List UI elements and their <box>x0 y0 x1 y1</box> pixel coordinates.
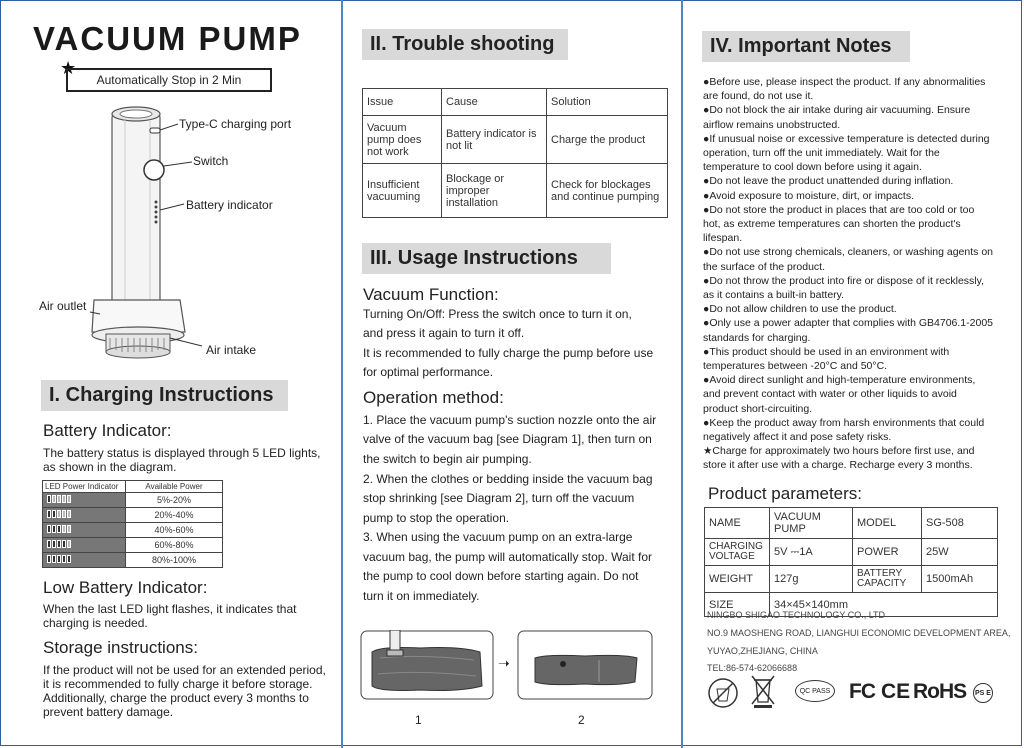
note-line: ●Do not block the air intake during air vacuuming. Ensure <box>703 104 971 117</box>
vacuum-function-heading: Vacuum Function: <box>363 285 499 304</box>
label-air-intake: Air intake <box>206 343 257 357</box>
product-title: VACUUM PUMP <box>33 20 302 57</box>
parameters-table <box>704 507 998 617</box>
table-row <box>363 116 668 164</box>
pump-illustration <box>30 100 330 370</box>
table-cell: Check for blockages and continue pumping <box>547 164 668 218</box>
pse-text: PS E <box>975 689 991 697</box>
table-cell: 5V ⎓1A <box>770 539 853 566</box>
fc-logo: FC <box>849 680 875 703</box>
column-2 <box>342 0 682 748</box>
table-header: Issue <box>363 89 442 116</box>
table-row <box>43 508 223 523</box>
battery-text-line1: The battery status is displayed through 5 LED lights, <box>43 446 321 460</box>
diagram-arrow-icon: ➝ <box>498 655 510 671</box>
table-cell: POWER <box>853 539 922 566</box>
auto-stop-text: Automatically Stop in 2 Min <box>96 73 242 87</box>
table-row <box>363 164 668 218</box>
note-line: ●Do not leave the product unattended during inflation. <box>703 175 954 188</box>
diagram-2 <box>517 630 653 700</box>
table-row <box>43 493 223 508</box>
note-line: ●Before use, please inspect the product. If any abnormalities <box>703 76 986 88</box>
star-icon: ★ <box>60 58 77 78</box>
company-name: NINGBO SHIGAO TECHNOLOGY CO., LTD <box>707 610 886 620</box>
table-cell: 5%-20% <box>126 493 223 508</box>
table-header: Cause <box>442 89 547 116</box>
section-usage-instructions: III. Usage Instructions <box>362 243 611 274</box>
product-parameters-heading: Product parameters: <box>708 484 863 503</box>
note-line: ●Keep the product away from harsh environments that could <box>703 416 985 429</box>
note-line: ●Do not use strong chemicals, cleaners, or washing agents on <box>703 246 993 259</box>
note-line: product short-circuiting. <box>703 402 813 415</box>
vacuum-line: and press it again to turn it off. <box>363 326 525 340</box>
table-cell: 127g <box>770 566 853 593</box>
table-cell: Vacuum pump does not work <box>363 116 442 164</box>
note-line: ●Do not throw the product into fire or dispose of it recklessly, <box>703 274 985 287</box>
notes-list <box>703 75 1015 473</box>
ce-logo: CE <box>881 680 911 703</box>
note-line: lifespan. <box>703 232 743 245</box>
note-line: airflow remains unobstructed. <box>703 118 841 131</box>
storage-line: prevent battery damage. <box>43 705 174 719</box>
note-line: ●Do not store the product in places that are too cold or too <box>703 203 975 216</box>
storage-heading: Storage instructions: <box>43 638 198 657</box>
table-header: Solution <box>547 89 668 116</box>
weee-bin-icon <box>748 674 778 710</box>
note-line: ●Avoid exposure to moisture, dirt, or impacts. <box>703 189 914 202</box>
low-battery-line1: When the last LED light flashes, it indicates that <box>43 602 297 616</box>
operation-line: the pump to cool down before starting again. Do not <box>363 569 639 583</box>
table-header: LED Power Indicator <box>43 481 126 493</box>
note-line: as it contains a built-in battery. <box>703 289 845 302</box>
note-line: operation, turn off the unit immediately. Wait for the <box>703 147 940 160</box>
table-cell: 80%-100% <box>126 553 223 568</box>
column-3 <box>682 0 1024 748</box>
pse-logo <box>973 683 993 703</box>
table-cell: Battery indicator is not lit <box>442 116 547 164</box>
diagram-1 <box>360 630 494 700</box>
note-line: ●If unusual noise or excessive temperature is detected during <box>703 132 990 145</box>
telephone: TEL:86-574-62066688 <box>707 663 798 673</box>
led-bars <box>43 538 126 553</box>
qc-pass-badge <box>795 680 835 702</box>
operation-line: turn it on immediately. <box>363 589 480 603</box>
table-cell: VACUUM PUMP <box>770 508 853 539</box>
table-row <box>43 481 223 493</box>
led-bars <box>43 553 126 568</box>
operation-line: vacuum bag, the pump will automatically stop. Wait for <box>363 550 653 564</box>
vacuum-line: Turning On/Off: Press the switch once to turn it on, <box>363 307 632 321</box>
table-row <box>43 523 223 538</box>
led-power-table <box>42 480 223 568</box>
table-cell: Charge the product <box>547 116 668 164</box>
vacuum-line: for optimal performance. <box>363 365 494 379</box>
operation-line: 3. When using the vacuum pump on an extra-large <box>363 530 633 544</box>
section-charging-instructions: I. Charging Instructions <box>41 380 288 411</box>
label-type-c-port: Type-C charging port <box>179 117 292 131</box>
led-bars <box>43 493 126 508</box>
note-line: temperatures between -20°C and 50°C. <box>703 360 888 373</box>
storage-line: it is recommended to fully charge it before storage. <box>43 677 313 691</box>
table-row <box>43 538 223 553</box>
note-line: ●Only use a power adapter that complies with GB4706.1-2005 <box>703 317 994 330</box>
table-cell: 20%-40% <box>126 508 223 523</box>
led-bars <box>43 523 126 538</box>
table-cell: BATTERY CAPACITY <box>853 566 922 593</box>
table-cell: Blockage or improper installation <box>442 164 547 218</box>
trouble-table <box>362 88 668 218</box>
note-line: temperature to cool down before using it again. <box>703 161 922 174</box>
table-cell: MODEL <box>853 508 922 539</box>
note-line: standards for charging. <box>703 331 811 344</box>
column-1 <box>0 0 342 748</box>
table-cell: 60%-80% <box>126 538 223 553</box>
operation-method-heading: Operation method: <box>363 388 504 407</box>
low-battery-line2: charging is needed. <box>43 616 148 630</box>
note-line: negatively affect it and pose safety risks. <box>703 431 892 444</box>
table-cell: NAME <box>705 508 770 539</box>
operation-line: pump to stop the operation. <box>363 511 510 525</box>
note-line: are found, do not use it. <box>703 90 814 103</box>
auto-stop-box <box>66 68 272 92</box>
table-row <box>705 539 998 566</box>
storage-line: Additionally, charge the product every 3 months to <box>43 691 309 705</box>
note-line: hot, as extreme temperatures can shorten the product's <box>703 218 961 231</box>
note-line: the surface of the product. <box>703 260 825 273</box>
label-air-outlet: Air outlet <box>39 299 87 313</box>
label-switch: Switch <box>193 154 229 168</box>
table-cell: SG-508 <box>922 508 998 539</box>
table-cell: 34×45×140mm <box>770 593 998 617</box>
table-cell: SIZE <box>705 593 770 617</box>
note-line: ●This product should be used in an environment with <box>703 345 950 358</box>
table-row <box>363 89 668 116</box>
table-cell: 25W <box>922 539 998 566</box>
address-line2: YUYAO,ZHEJIANG, CHINA <box>707 646 818 656</box>
battery-text-line2: as shown in the diagram. <box>43 460 177 474</box>
operation-line: valve of the vacuum bag [see Diagram 1], then turn on <box>363 432 652 446</box>
table-cell: 1500mAh <box>922 566 998 593</box>
storage-line: If the product will not be used for an extended period, <box>43 663 326 677</box>
vacuum-line: It is recommended to fully charge the pump before use <box>363 346 654 360</box>
table-row <box>705 566 998 593</box>
table-row <box>705 508 998 539</box>
note-line: ●Avoid direct sunlight and high-temperature environments, <box>703 374 976 387</box>
diagram-label-2: 2 <box>578 713 585 727</box>
operation-line: 1. Place the vacuum pump's suction nozzle onto the air <box>363 413 657 427</box>
rohs-logo: RoHS <box>913 680 967 703</box>
note-line: ●Do not allow children to use the product. <box>703 303 897 316</box>
note-line: store it after use with a charge. Recharge every 3 months. <box>703 459 973 472</box>
table-cell: 40%-60% <box>126 523 223 538</box>
table-header: Available Power <box>126 481 223 493</box>
qc-pass-text: QC PASS <box>799 687 831 695</box>
table-cell: WEIGHT <box>705 566 770 593</box>
operation-line: the switch to begin air pumping. <box>363 452 532 466</box>
diagram-label-1: 1 <box>415 713 422 727</box>
label-battery-indicator: Battery indicator <box>186 198 273 212</box>
section-trouble-shooting: II. Trouble shooting <box>362 29 568 60</box>
operation-line: stop shrinking [see Diagram 2], turn off the vacuum <box>363 491 635 505</box>
section-important-notes: IV. Important Notes <box>702 31 910 62</box>
led-bars <box>43 508 126 523</box>
table-row <box>43 553 223 568</box>
note-line: ★Charge for approximately two hours before first use, and <box>703 445 975 458</box>
low-battery-heading: Low Battery Indicator: <box>43 578 208 597</box>
table-cell: Insufficient vacuuming <box>363 164 442 218</box>
no-dispose-icon <box>707 677 739 709</box>
address-line1: NO.9 MAOSHENG ROAD, LIANGHUI ECONOMIC DEVELOPMENT AREA, <box>707 628 1011 638</box>
battery-indicator-heading: Battery Indicator: <box>43 421 172 440</box>
table-cell: CHARGING VOLTAGE <box>705 539 770 566</box>
operation-line: 2. When the clothes or bedding inside the vacuum bag <box>363 472 653 486</box>
note-line: and prevent contact with water or other liquids to avoid <box>703 388 957 401</box>
